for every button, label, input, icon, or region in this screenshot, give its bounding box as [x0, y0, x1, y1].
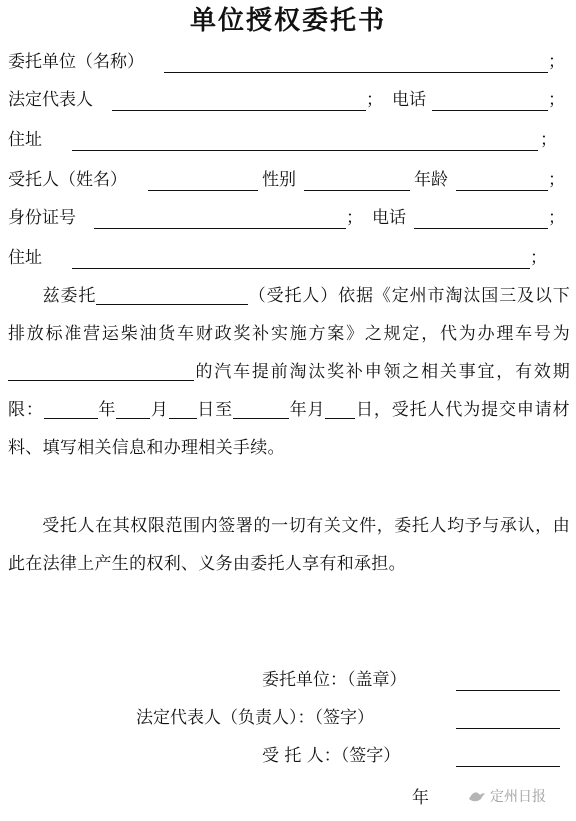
punctuation: ； — [366, 90, 383, 110]
paragraph-text: （受托人）依据《定州市淘汰国三及以下排放标准营运柴油货车财政奖补实施方案》之规定，代为办理车号为 — [8, 286, 570, 344]
unit-seal-label: 委托单位：（盖章） — [262, 670, 407, 690]
watermark — [468, 786, 546, 806]
paragraph-text: 的汽车提前淘汰奖补申领之相关事宜，有效期限： — [8, 362, 570, 420]
unit-name-field[interactable] — [164, 72, 548, 73]
end-day-blank[interactable] — [325, 398, 355, 419]
punctuation: ； — [548, 52, 565, 72]
id-number-label: 身份证号 — [8, 208, 76, 228]
legal-rep-phone-field[interactable] — [432, 110, 548, 111]
age-label: 年龄 — [414, 170, 448, 190]
punctuation: ； — [530, 248, 547, 268]
year-text: 年 — [97, 400, 117, 420]
age-field[interactable] — [456, 190, 548, 191]
trustee-name-field[interactable] — [148, 190, 258, 191]
phone-label: 电话 — [372, 208, 406, 228]
trustee-name-label: 受托人（姓名） — [8, 170, 127, 190]
trustee-signature-field[interactable] — [456, 766, 560, 767]
phone-label: 电话 — [392, 90, 426, 110]
start-month-blank[interactable] — [116, 398, 150, 419]
unit-seal-field[interactable] — [456, 690, 560, 691]
punctuation: ； — [548, 90, 565, 110]
month-text: 月 — [307, 400, 326, 420]
month-text: 月 — [150, 400, 169, 420]
legal-signature-field[interactable] — [456, 728, 560, 729]
start-day-blank[interactable] — [169, 398, 197, 419]
legal-rep-label: 法定代表人 — [8, 90, 93, 110]
legal-signature-label: 法定代表人（负责人）：（签字） — [136, 708, 374, 728]
trustee-phone-field[interactable] — [414, 228, 548, 229]
punctuation: ； — [548, 208, 565, 228]
trustee-blank[interactable] — [96, 284, 248, 305]
unit-name-label: 委托单位（名称） — [8, 52, 144, 72]
year-text: 年 — [289, 400, 308, 420]
trustee-address-field[interactable] — [72, 268, 530, 269]
id-number-field[interactable] — [94, 228, 346, 229]
punctuation: ； — [540, 130, 557, 150]
acknowledgement-paragraph — [8, 507, 570, 583]
day-to-text: 日至 — [196, 400, 234, 420]
address-label: 住址 — [8, 248, 42, 268]
end-year-blank[interactable] — [233, 398, 289, 419]
trustee-signature-label: 受 托 人：（签字） — [262, 746, 401, 766]
paragraph-text: 兹委托 — [42, 286, 97, 306]
watermark-text: 定州日报 — [490, 789, 546, 805]
date-year-label: 年 — [412, 788, 429, 808]
gender-field[interactable] — [304, 190, 410, 191]
legal-rep-field[interactable] — [112, 110, 366, 111]
unit-address-field[interactable] — [72, 150, 538, 151]
start-year-blank[interactable] — [44, 398, 98, 419]
bird-logo-icon — [468, 789, 486, 803]
paragraph-text: 日，受托人代为提交申请材料、填写相关信息和办理相关手续。 — [8, 400, 570, 458]
address-label: 住址 — [8, 130, 42, 150]
gender-label: 性别 — [262, 170, 296, 190]
vehicle-number-blank[interactable] — [8, 360, 194, 381]
paragraph-text: 受托人在其权限范围内签署的一切有关文件，委托人均予与承认，由此在法律上产生的权利、义务由委托人享有和承担。 — [8, 516, 570, 574]
authorization-paragraph — [8, 277, 570, 467]
punctuation: ； — [548, 170, 565, 190]
document-title: 单位授权委托书 — [189, 6, 386, 36]
punctuation: ； — [346, 208, 363, 228]
